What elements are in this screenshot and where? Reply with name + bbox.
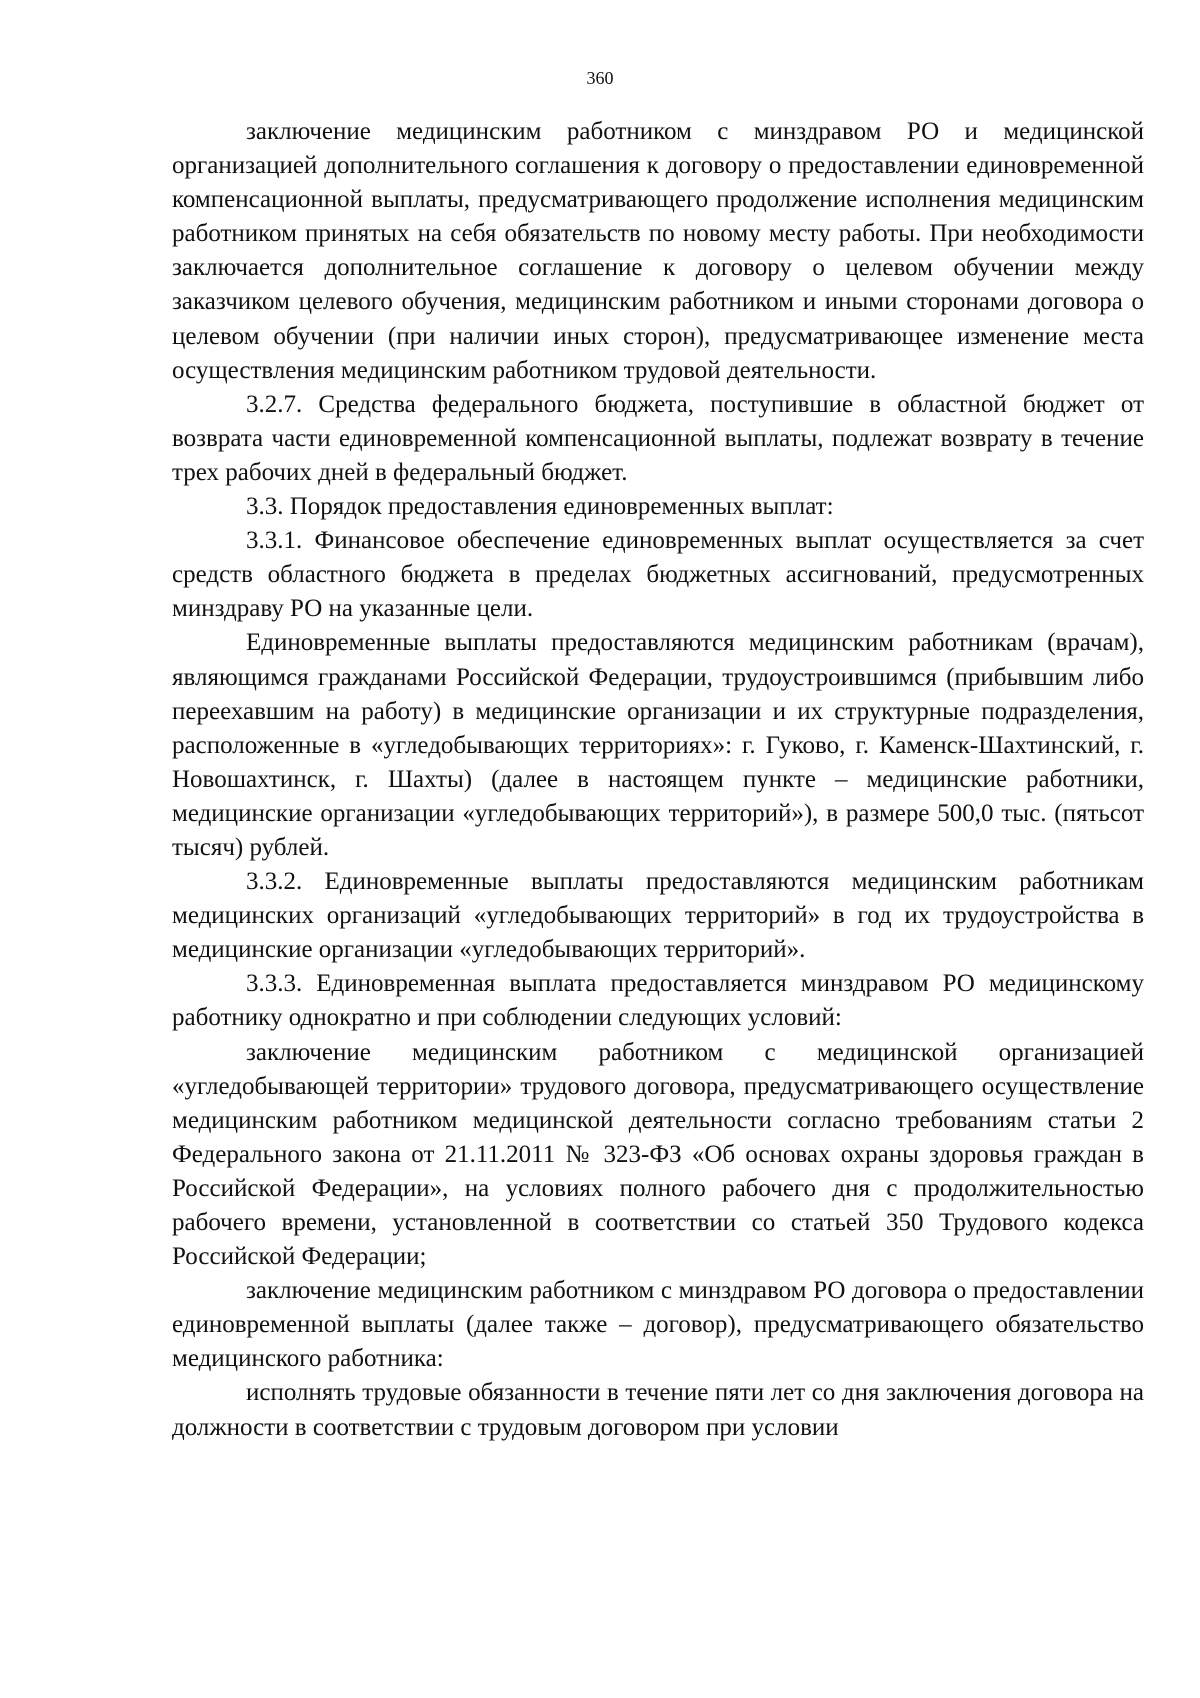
paragraph-6: 3.3.2. Единовременные выплаты предоставляются медицинским работникам медицинских организаций «угледобывающих территорий» в год их трудоустройства в медицинские организации «угледобывающих территорий». (172, 868, 1144, 964)
paragraph-1: заключение медицинским работником с минздравом РО и медицинской организацией дополнительного соглашения к договору о предоставлении единовременной компенсационной выплаты, предусматривающего продолжение исполнения медицинским работником принятых на себя обязательств по новому месту работы. При необходимости заключается дополнительное соглашение к договору о целевом обучении между заказчиком целевого обучения, медицинским работником и иными сторонами договора о целевом обучении (при наличии иных сторон), предусматривающее изменение места осуществления медицинским работником трудовой деятельности. (172, 118, 1144, 384)
document-body (172, 115, 1144, 1445)
page-number: 360 (586, 68, 614, 88)
paragraph-7: 3.3.3. Единовременная выплата предоставляется минздравом РО медицинскому работнику однократно и при соблюдении следующих условий: (172, 970, 1144, 1032)
paragraph-8: заключение медицинским работником с медицинской организацией «угледобывающей территории» трудового договора, предусматривающего осуществление медицинским работником медицинской деятельности согласно требованиям статьи 2 Федерального закона от 21.11.2011 № 323-ФЗ «Об основах охраны здоровья граждан в Российской Федерации», на условиях полного рабочего дня с продолжительностью рабочего времени, установленной в соответствии со статьей 350 Трудового кодекса Российской Федерации; (172, 1038, 1144, 1271)
paragraph-2: 3.2.7. Средства федерального бюджета, поступившие в областной бюджет от возврата части единовременной компенсационной выплаты, подлежат возврату в течение трех рабочих дней в федеральный бюджет. (172, 390, 1144, 486)
paragraph-5: Единовременные выплаты предоставляются медицинским работникам (врачам), являющимся гражданами Российской Федерации, трудоустроившимся (прибывшим либо переехавшим на работу) в медицинские организации и их структурные подразделения, расположенные в «угледобывающих территориях»: г. Гуково, г. Каменск-Шахтинский, г. Новошахтинск, г. Шахты) (далее в настоящем пункте – медицинские работники, медицинские организации «угледобывающих территорий»), в размере 500,0 тыс. (пятьсот тысяч) рублей. (172, 629, 1144, 861)
paragraph-10: исполнять трудовые обязанности в течение пяти лет со дня заключения договора на должности в соответствии с трудовым договором при условии (172, 1379, 1144, 1441)
paragraph-3: 3.3. Порядок предоставления единовременных выплат: (246, 493, 834, 521)
paragraph-9: заключение медицинским работником с минздравом РО договора о предоставлении единовременной выплаты (далее также – договор), предусматривающего обязательство медицинского работника: (172, 1277, 1144, 1373)
paragraph-4: 3.3.1. Финансовое обеспечение единовременных выплат осуществляется за счет средств областного бюджета в пределах бюджетных ассигнований, предусмотренных минздраву РО на указанные цели. (172, 527, 1144, 623)
